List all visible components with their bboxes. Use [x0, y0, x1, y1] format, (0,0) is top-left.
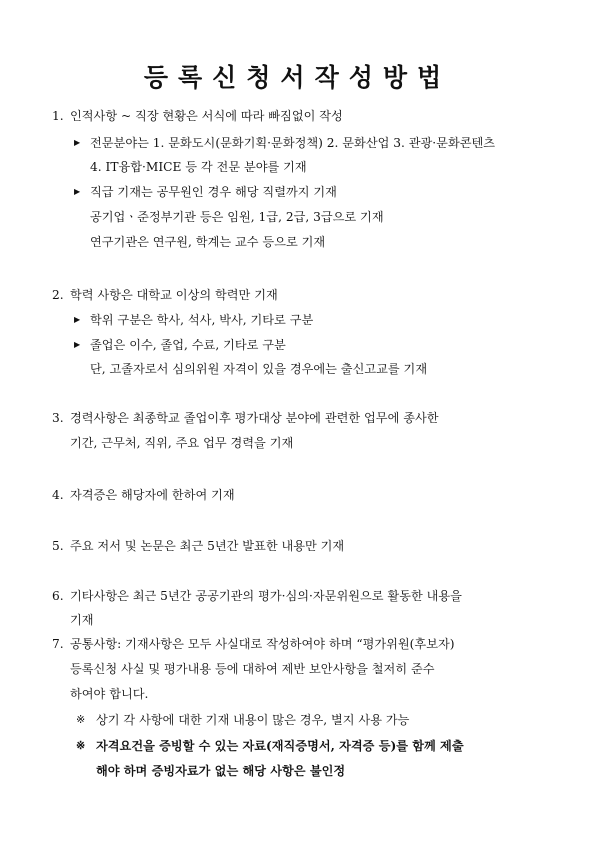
item-2-bullet-1-line-1: 학위 구분은 학사, 석사, 박사, 기타로 구분	[90, 313, 314, 327]
note-icon: ※	[76, 713, 86, 726]
item-6-line-1: 기타사항은 최근 5년간 공공기관의 평가·심의·자문위원으로 활동한 내용을	[70, 589, 462, 603]
item-7-number: 7.	[52, 637, 64, 651]
item-6-number: 6.	[52, 589, 64, 603]
bullet-icon: ▶	[74, 187, 81, 196]
item-7-note-2-line-2: 해야 하며 증빙자료가 없는 해당 사항은 불인정	[96, 764, 346, 778]
bullet-icon: ▶	[74, 340, 81, 349]
item-1-number: 1.	[52, 109, 64, 123]
item-1-bullet-2-line-2: 공기업ㆍ준정부기관 등은 임원, 1급, 2급, 3급으로 기재	[90, 210, 384, 224]
item-7-line-3: 하여야 합니다.	[70, 687, 149, 701]
bullet-icon: ▶	[74, 138, 81, 147]
item-5-number: 5.	[52, 539, 64, 553]
item-2-text: 학력 사항은 대학교 이상의 학력만 기재	[70, 288, 278, 302]
note-icon: ※	[76, 739, 86, 752]
item-1-bullet-1-line-1: 전문분야는 1. 문화도시(문화기획·문화정책) 2. 문화산업 3. 관광·문화콘텐츠	[90, 136, 496, 150]
item-2-bullet-2-line-1: 졸업은 이수, 졸업, 수료, 기타로 구분	[90, 338, 286, 352]
item-3-line-1: 경력사항은 최종학교 졸업이후 평가대상 분야에 관련한 업무에 종사한	[70, 411, 439, 425]
bullet-icon: ▶	[74, 315, 81, 324]
item-1-bullet-2-line-1: 직급 기재는 공무원인 경우 해당 직렬까지 기재	[90, 185, 337, 199]
item-7-line-1: 공통사항: 기재사항은 모두 사실대로 작성하여야 하며 “평가위원(후보자)	[70, 637, 455, 651]
item-4-number: 4.	[52, 488, 64, 502]
item-7-note-2-line-1: 자격요건을 증빙할 수 있는 자료(재직증명서, 자격증 등)를 함께 제출	[96, 739, 464, 753]
item-1-bullet-2-line-3: 연구기관은 연구원, 학계는 교수 등으로 기재	[90, 235, 326, 249]
item-7-line-2: 등록신청 사실 및 평가내용 등에 대하여 제반 보안사항을 철저히 준수	[70, 662, 435, 676]
item-3-line-2: 기간, 근무처, 직위, 주요 업무 경력을 기재	[70, 436, 294, 450]
item-4-text: 자격증은 해당자에 한하여 기재	[70, 488, 235, 502]
item-1-text: 인적사항 ~ 직장 현황은 서식에 따라 빠짐없이 작성	[70, 109, 343, 123]
document-title: 등록신청서작성방법	[143, 63, 452, 92]
item-1-bullet-1-line-2: 4. IT융합·MICE 등 각 전문 분야를 기재	[90, 160, 307, 174]
item-6-line-2: 기재	[70, 613, 94, 627]
item-3-number: 3.	[52, 411, 64, 425]
item-2-number: 2.	[52, 288, 64, 302]
item-7-note-1: 상기 각 사항에 대한 기재 내용이 많은 경우, 별지 사용 가능	[96, 713, 410, 727]
item-5-text: 주요 저서 및 논문은 최근 5년간 발표한 내용만 기재	[70, 539, 345, 553]
item-2-bullet-2-line-2: 단, 고졸자로서 심의위원 자격이 있을 경우에는 출신고교를 기재	[90, 362, 428, 376]
